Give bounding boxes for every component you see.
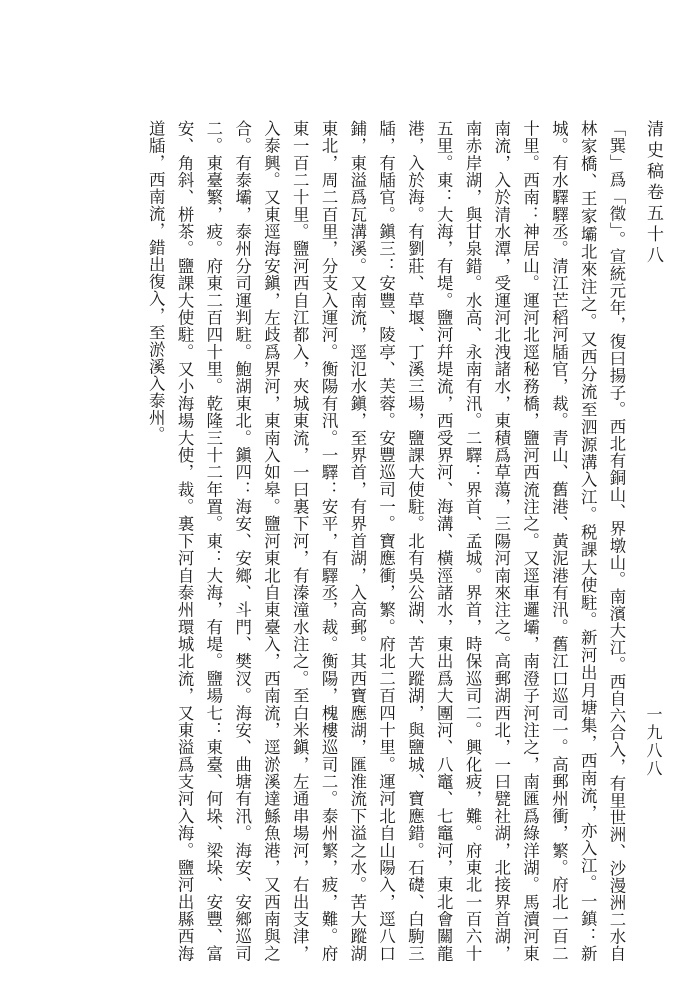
body-paragraph: 「巽」爲「徵」。宣統元年，復曰揚子。西北有銅山、界墩山。南濱大江。西自六合入，有里世洲、沙漫洲二水自林家橋、王家壩北來注之。又西分流至泗源溝入江。税課大使駐。新河出月塘集，西南流，亦入江。一鎮：新城。有水驛驛丞。清江芒稻河牐官，裁。青山、舊港、黃泥港有汛。舊江口巡司一。高郵州衝，繁。府北一百二十里。西南：神居山。運河北逕秘務橋，鹽河西流注之。又逕車邏壩，南澄子河注之，南匯爲綠洋湖。馬瀆河東南流，入於清水潭，受運河北洩諸水，東積爲草蕩，三陽河南來注之。高郵湖西北，一曰甓社湖，北接界首湖，南赤岸湖，與甘泉錯。水高、永南有汛。二驛：界首、孟城。界首，時保巡司二。興化疲，難。府東北一百六十五里。東：大海，有堤。鹽河幷堤流，西受界河、海溝、橫涇諸水，東出爲大團河、八竈、七竈河，東北會關龍港，入於海。有劉莊、草堰、丁溪三場，鹽課大使駐。北有吳公湖、苦大蹤湖，與鹽城、寶應錯。石礎、白駒三牐，有牐官。鎭三：安豐、陵亭、芙蓉。安豐巡司一。寶應衝，繁。府北二百四十里。運河北自山陽入，逕八口鋪，東溢爲瓦溝溪。又南流，逕氾水鎭，至界首，有界首湖，入高郵。其西寶應湖，匯淮流下溢之水。苦大蹤湖東北，周二百里，分支入運河。衡陽有汛。一驛：安平，有驛丞，裁。衡陽，槐樓巡司二。泰州繁，疲，難。府東一百二十里。鹽河西自江都入，夾城東流，一曰裏下河，有溱潼水注之。至白米鎭，左通串場河，右出支津，入泰興。又東逕海安鎭，左歧爲界河，東南入如皋。鹽河東北自東臺入，西南流，逕淤溪達鯀魚港，又西南與之合。有泰壩，泰州分司運判駐。鮑湖東北。鎭四：海安、安鄉、斗門、樊汊。海安、曲塘有汛。海安、安鄉巡司二。東臺繁，疲。府東二百四十里。乾隆三十二年置。東：大海，有堤。鹽場七：東臺、何垛、梁垛、安豐、富安、角斜、栟茶。鹽課大使駐。又小海場大使，裁。裏下河自泰州環城北流，又東溢爲支河入海。鹽河出縣西海道牐，西南流，錯出復入，至淤溪入泰州。: [146, 120, 626, 962]
body-text-block: [112, 120, 630, 962]
page-number: 一九八八: [644, 706, 663, 778]
running-header-title: 清史稿卷五十八: [643, 120, 663, 267]
